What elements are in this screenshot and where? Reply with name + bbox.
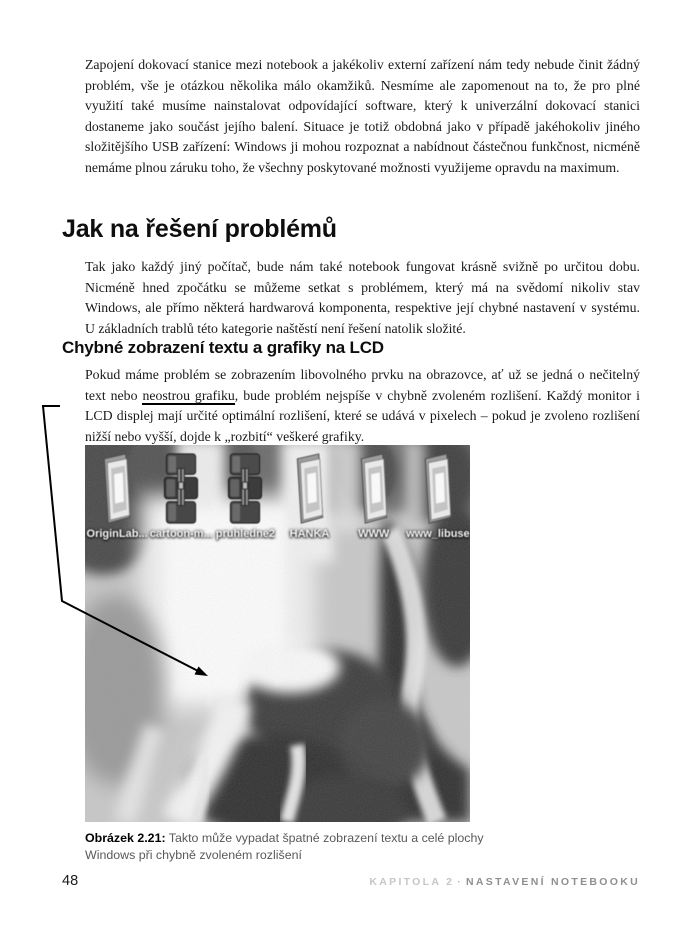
subheading-lcd-display: Chybné zobrazení textu a grafiky na LCD bbox=[62, 338, 384, 357]
annotated-phrase-underline: neostrou grafiku bbox=[142, 387, 235, 403]
running-head bbox=[369, 876, 640, 888]
folder-icon bbox=[97, 451, 137, 527]
desktop-icon bbox=[150, 451, 212, 540]
desktop-icon-label: HANKA bbox=[289, 528, 330, 540]
desktop-icon bbox=[214, 451, 276, 540]
desktop-screenshot bbox=[85, 445, 470, 822]
desktop-icons-row bbox=[85, 451, 470, 540]
desktop-icon-label: cartoon-m... bbox=[149, 528, 213, 540]
desktop-icon-label: OriginLab... bbox=[86, 528, 148, 540]
figure-caption bbox=[85, 830, 513, 864]
footer-section: NASTAVENÍ NOTEBOOKU bbox=[466, 876, 640, 888]
desktop-icon bbox=[279, 451, 341, 540]
desktop-icon bbox=[86, 451, 148, 540]
winrar-archive-icon bbox=[161, 451, 201, 527]
desktop-icon-label: pruhledne2 bbox=[215, 528, 276, 540]
heading-troubleshooting: Jak na řešení problémů bbox=[62, 215, 337, 243]
figure-caption-label: Obrázek 2.21: bbox=[85, 831, 166, 845]
folder-icon bbox=[290, 451, 330, 527]
footer-chapter: KAPITOLA 2 bbox=[369, 876, 455, 888]
paragraph-lcd-resolution bbox=[85, 365, 640, 447]
desktop-icon-label: WWW bbox=[358, 528, 390, 540]
paragraph-docking-station: Zapojení dokovací stanice mezi notebook a jakékoliv externí zařízení nám tedy nebude činit žádný problém, vše je otázkou několika málo okamžiků. Nesmíme ale zapomenout na to, že pro plné využití také musíme nainstalovat odpovídající software, který k univerzální dokovací stanici dostaneme jako součást jejího balení. Situace je totiž obdobná jako v případě jakéhokoliv jiného složitějšího USB zařízení: Windows ji mohou rozpoznat a nabídnout částečnou funkčnost, nicméně nemáme plnou záruku toho, že všechny poskytované možnosti využijeme opravdu na maximum. bbox=[85, 57, 640, 175]
page-number: 48 bbox=[62, 873, 79, 889]
paragraph-intro-problems: Tak jako každý jiný počítač, bude nám také notebook fungovat krásně svižně po určitou dobu. Nicméně hned zpočátku se můžeme setkat s problémem, který má na svědomí nikoliv stav Windows, ale přímo některá hardwarová komponenta, respektive její chybné nastavení v systému. U základních trablů této kategorie naštěstí není řešení natolik složité. bbox=[85, 259, 640, 336]
figure-broken-desktop bbox=[85, 445, 513, 864]
footer-separator: · bbox=[457, 876, 464, 888]
paragraph-lcd-text-after: , bude problém nejspíše v chybně zvoleném rozlišení. Každý monitor i LCD displej mají určité optimální rozlišení, které se udává v pixelech – pokud je zvoleno rozlišení nižší nebo vyšší, dojde k „rozbití“ veškeré grafiky. bbox=[85, 387, 641, 444]
figure-caption-text: Takto může vypadat špatné zobrazení textu a celé plochy Windows při chybně zvoleném rozlišení bbox=[85, 831, 484, 862]
paragraph-lcd-text-before: Pokud máme problém se zobrazením libovolného prvku na obrazovce, ať už se jedná o nečitelný text nebo bbox=[85, 367, 640, 403]
winrar-archive-icon bbox=[225, 451, 265, 527]
folder-icon bbox=[418, 451, 458, 527]
folder-icon bbox=[354, 451, 394, 527]
desktop-icon bbox=[343, 451, 405, 540]
desktop-icon bbox=[407, 451, 469, 540]
page-footer bbox=[62, 873, 640, 889]
desktop-icon-label: www_libuse bbox=[406, 528, 470, 540]
